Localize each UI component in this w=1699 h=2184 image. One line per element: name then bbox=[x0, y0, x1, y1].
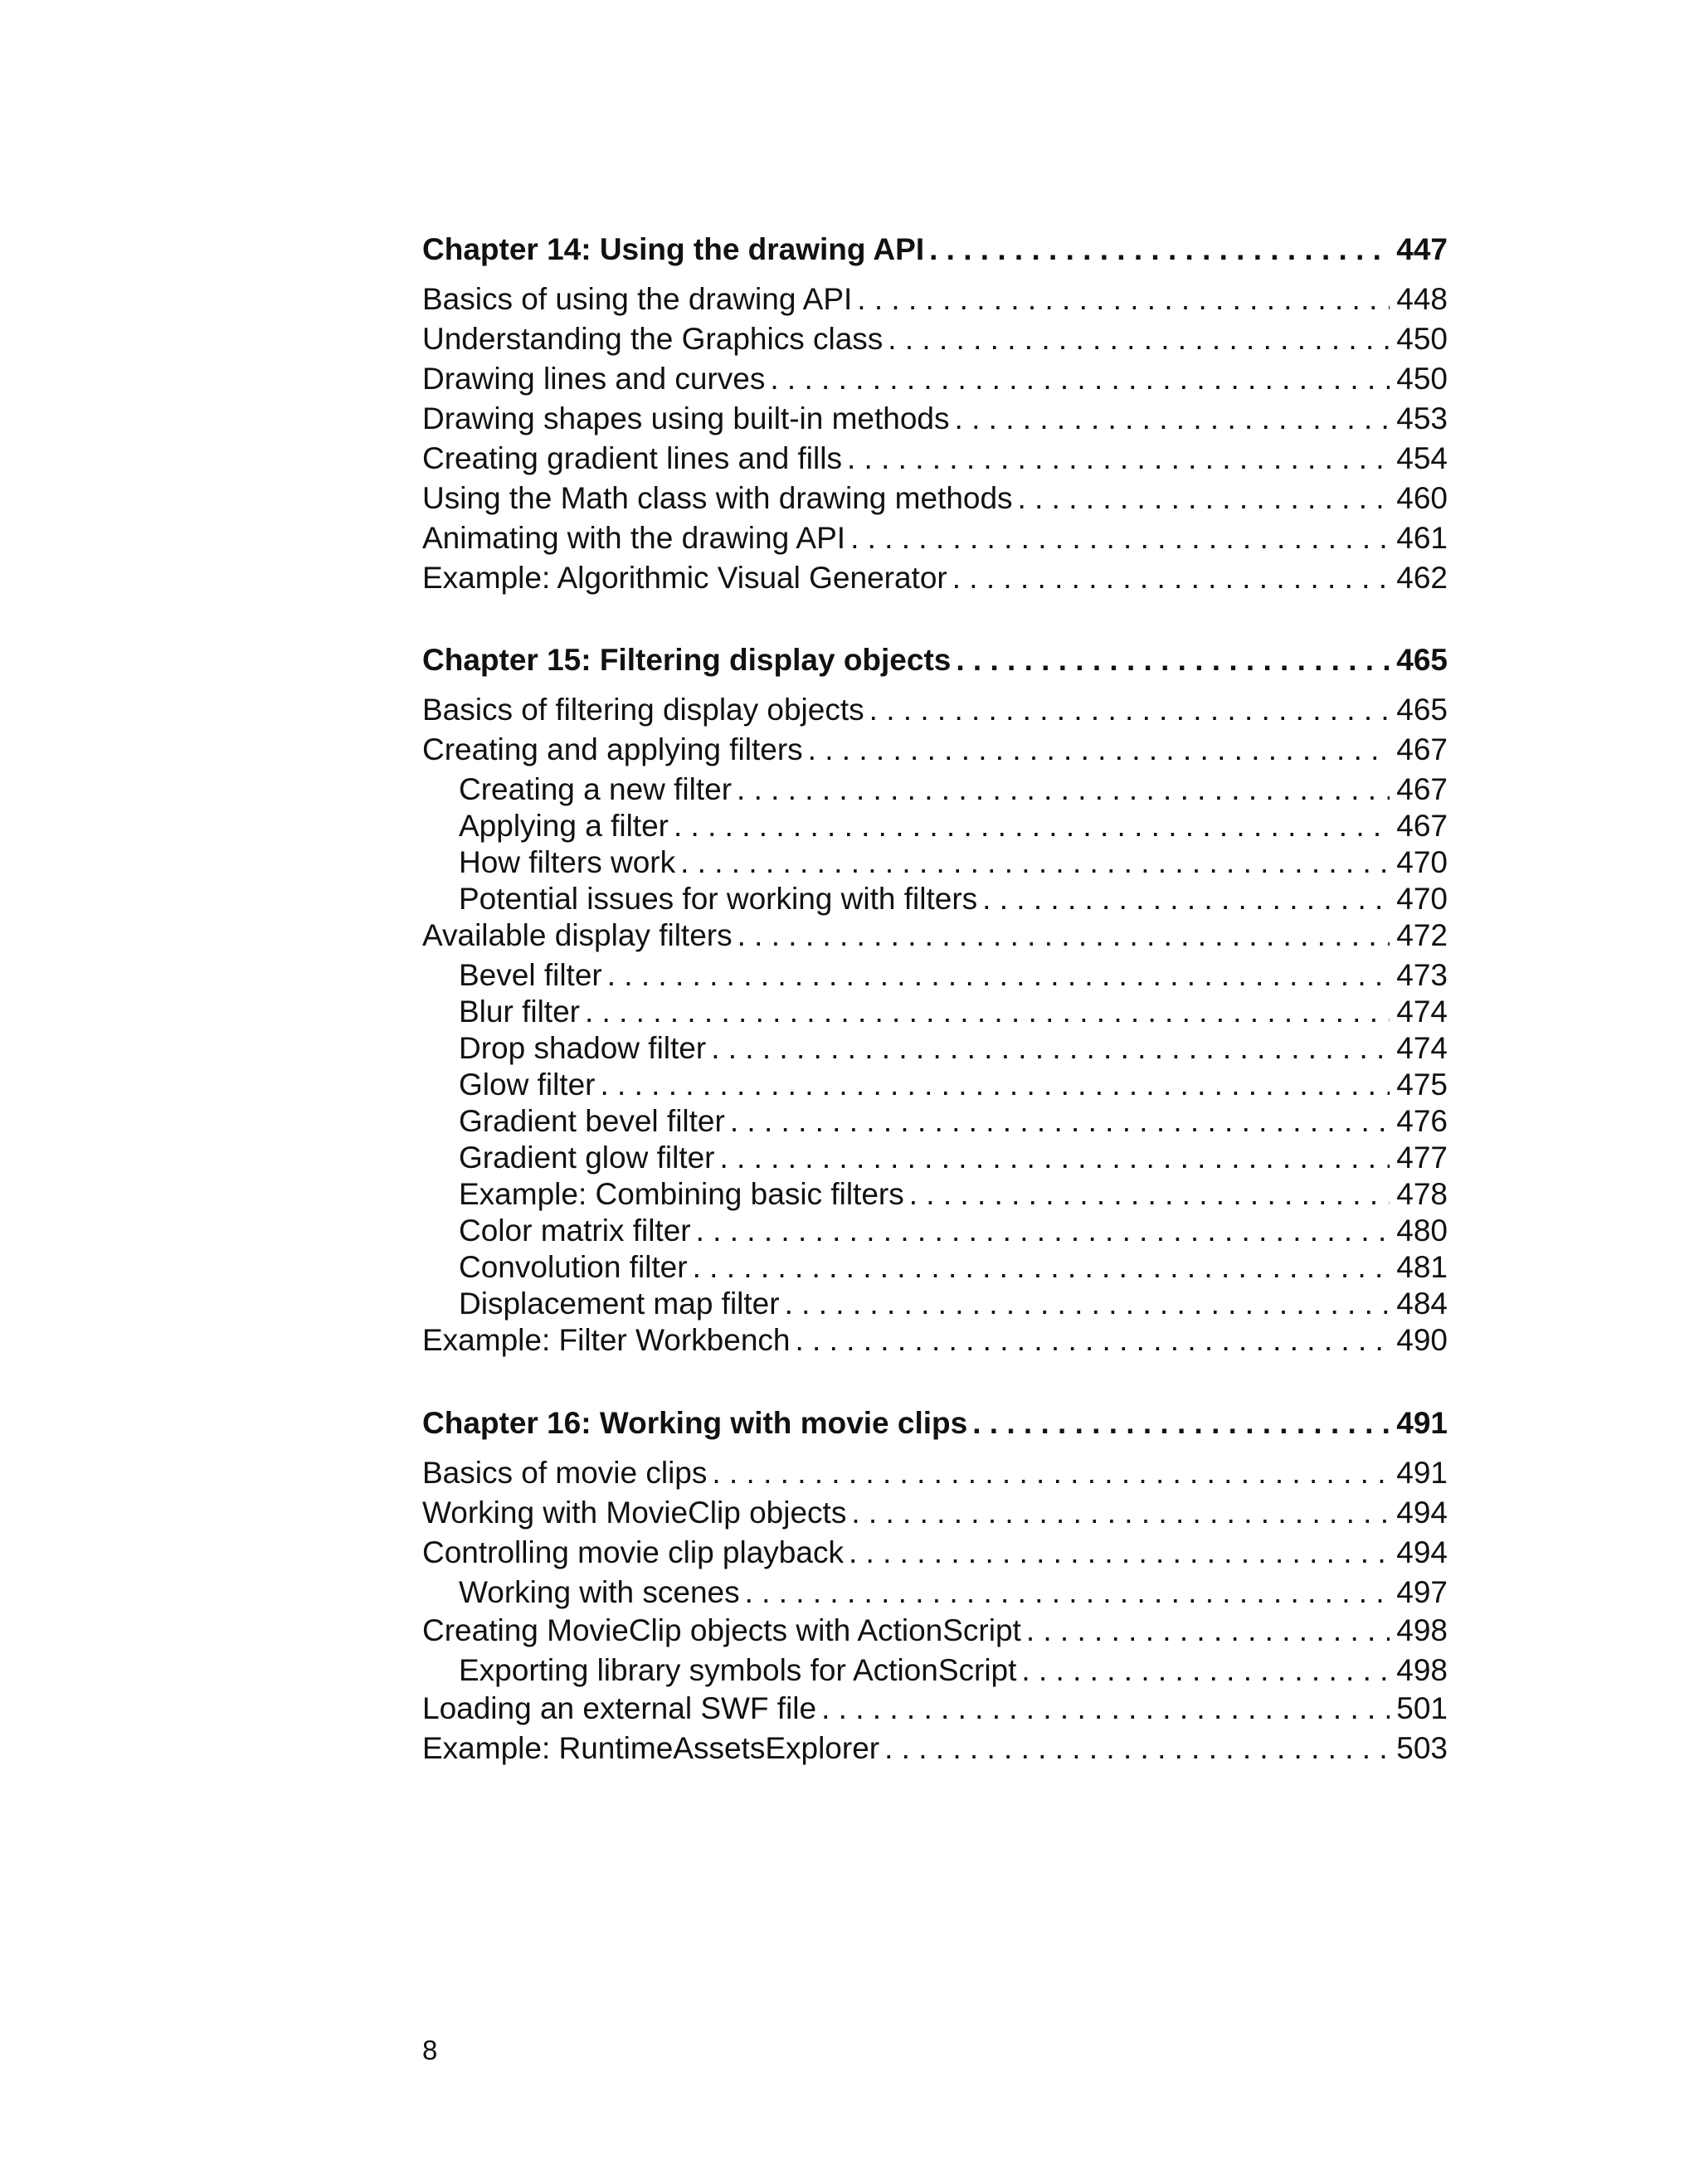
dot-leader bbox=[956, 641, 1390, 679]
entry-title: Example: Algorithmic Visual Generator bbox=[422, 561, 947, 595]
page-number: 8 bbox=[422, 2035, 438, 2065]
toc-subentry[interactable] bbox=[422, 771, 1448, 809]
dot-leader bbox=[711, 1029, 1390, 1068]
dot-leader bbox=[847, 440, 1390, 478]
toc-subentry[interactable] bbox=[422, 807, 1448, 845]
entry-title: Creating and applying filters bbox=[422, 732, 803, 766]
dot-leader bbox=[808, 731, 1390, 769]
dot-leader bbox=[857, 280, 1390, 319]
entry-page-number: 475 bbox=[1396, 1068, 1448, 1102]
entry-title: Displacement map filter bbox=[459, 1287, 780, 1321]
entry-page-number: 478 bbox=[1396, 1177, 1448, 1211]
dot-leader bbox=[770, 360, 1390, 398]
dot-leader bbox=[600, 1066, 1390, 1104]
entry-title: Example: Combining basic filters bbox=[459, 1177, 904, 1211]
dot-leader bbox=[1021, 1651, 1390, 1690]
dot-leader bbox=[737, 771, 1390, 809]
dot-leader bbox=[952, 559, 1390, 597]
entry-title: Working with scenes bbox=[459, 1575, 740, 1609]
entry-title: Working with MovieClip objects bbox=[422, 1496, 847, 1530]
toc-entry[interactable] bbox=[422, 1534, 1448, 1572]
dot-leader bbox=[851, 1494, 1390, 1532]
entry-page-number: 480 bbox=[1396, 1214, 1448, 1248]
dot-leader bbox=[955, 400, 1390, 438]
entry-page-number: 470 bbox=[1396, 845, 1448, 879]
entry-title: Drawing lines and curves bbox=[422, 362, 766, 396]
entry-page-number: 491 bbox=[1396, 1456, 1448, 1490]
dot-leader bbox=[869, 691, 1390, 729]
dot-leader bbox=[738, 917, 1390, 955]
entry-page-number: 465 bbox=[1396, 693, 1448, 727]
entry-page-number: 474 bbox=[1396, 1031, 1448, 1065]
entry-title: Convolution filter bbox=[459, 1250, 688, 1284]
chapter-page-number: 491 bbox=[1396, 1406, 1448, 1440]
entry-page-number: 472 bbox=[1396, 918, 1448, 952]
dot-leader bbox=[982, 880, 1390, 918]
entry-page-number: 497 bbox=[1396, 1575, 1448, 1609]
toc-subentry[interactable] bbox=[422, 956, 1448, 995]
toc-subentry[interactable] bbox=[422, 1574, 1448, 1612]
chapter-title: Chapter 15: Filtering display objects bbox=[422, 643, 952, 677]
entry-page-number: 501 bbox=[1396, 1691, 1448, 1725]
entry-title: Bevel filter bbox=[459, 958, 602, 992]
dot-leader bbox=[719, 1139, 1390, 1177]
dot-leader bbox=[850, 519, 1390, 557]
entry-title: Basics of movie clips bbox=[422, 1456, 708, 1490]
entry-page-number: 490 bbox=[1396, 1323, 1448, 1357]
entry-title: Drawing shapes using built-in methods bbox=[422, 401, 950, 435]
dot-leader bbox=[696, 1212, 1390, 1250]
entry-page-number: 461 bbox=[1396, 521, 1448, 555]
entry-page-number: 503 bbox=[1396, 1731, 1448, 1765]
toc-entry[interactable] bbox=[422, 519, 1448, 557]
entry-page-number: 494 bbox=[1396, 1496, 1448, 1530]
dot-leader bbox=[1026, 1612, 1390, 1650]
entry-title: Gradient glow filter bbox=[459, 1141, 715, 1175]
dot-leader bbox=[693, 1248, 1390, 1287]
entry-title: Controlling movie clip playback bbox=[422, 1535, 844, 1569]
entry-title: Example: RuntimeAssetsExplorer bbox=[422, 1731, 880, 1765]
toc-entry[interactable] bbox=[422, 917, 1448, 955]
toc-subentry[interactable] bbox=[422, 1029, 1448, 1068]
chapter-page-number: 465 bbox=[1396, 643, 1448, 677]
dot-leader bbox=[909, 1175, 1390, 1214]
toc-entry[interactable] bbox=[422, 1321, 1448, 1360]
entry-title: Understanding the Graphics class bbox=[422, 322, 884, 356]
toc-subentry[interactable] bbox=[422, 1175, 1448, 1214]
entry-title: Creating MovieClip objects with ActionScript bbox=[422, 1613, 1021, 1647]
entry-title: Potential issues for working with filters bbox=[459, 882, 978, 916]
chapter-title: Chapter 14: Using the drawing API bbox=[422, 232, 925, 266]
entry-page-number: 454 bbox=[1396, 441, 1448, 475]
entry-page-number: 494 bbox=[1396, 1535, 1448, 1569]
toc-entry[interactable] bbox=[422, 1454, 1448, 1492]
dot-leader bbox=[607, 956, 1390, 995]
toc-entry[interactable] bbox=[422, 731, 1448, 769]
dot-leader bbox=[585, 993, 1390, 1031]
toc-chapter-heading[interactable] bbox=[422, 231, 1448, 269]
entry-page-number: 481 bbox=[1396, 1250, 1448, 1284]
entry-page-number: 462 bbox=[1396, 561, 1448, 595]
toc-entry[interactable] bbox=[422, 440, 1448, 478]
toc-entry[interactable] bbox=[422, 320, 1448, 358]
entry-page-number: 467 bbox=[1396, 809, 1448, 843]
toc-entry[interactable] bbox=[422, 360, 1448, 398]
entry-title: Animating with the drawing API bbox=[422, 521, 846, 555]
toc-subentry[interactable] bbox=[422, 1651, 1448, 1690]
dot-leader bbox=[1018, 479, 1390, 518]
entry-page-number: 453 bbox=[1396, 401, 1448, 435]
toc-entry[interactable] bbox=[422, 479, 1448, 518]
toc-subentry[interactable] bbox=[422, 1212, 1448, 1250]
dot-leader bbox=[888, 320, 1390, 358]
entry-page-number: 476 bbox=[1396, 1104, 1448, 1138]
entry-page-number: 473 bbox=[1396, 958, 1448, 992]
toc-subentry[interactable] bbox=[422, 844, 1448, 882]
entry-title: Blur filter bbox=[459, 995, 580, 1029]
dot-leader bbox=[821, 1690, 1390, 1728]
entry-title: Glow filter bbox=[459, 1068, 596, 1102]
entry-page-number: 498 bbox=[1396, 1613, 1448, 1647]
entry-page-number: 450 bbox=[1396, 362, 1448, 396]
entry-title: Using the Math class with drawing methods bbox=[422, 481, 1013, 515]
dot-leader bbox=[730, 1102, 1390, 1141]
entry-title: Basics of using the drawing API bbox=[422, 282, 853, 316]
entry-page-number: 450 bbox=[1396, 322, 1448, 356]
dot-leader bbox=[972, 1404, 1390, 1442]
dot-leader bbox=[849, 1534, 1390, 1572]
toc-entry[interactable] bbox=[422, 400, 1448, 438]
entry-page-number: 477 bbox=[1396, 1141, 1448, 1175]
dot-leader bbox=[884, 1729, 1390, 1768]
entry-page-number: 474 bbox=[1396, 995, 1448, 1029]
dot-leader bbox=[745, 1574, 1390, 1612]
entry-page-number: 467 bbox=[1396, 732, 1448, 766]
entry-title: Gradient bevel filter bbox=[459, 1104, 725, 1138]
entry-page-number: 460 bbox=[1396, 481, 1448, 515]
entry-title: Color matrix filter bbox=[459, 1214, 691, 1248]
entry-title: Creating gradient lines and fills bbox=[422, 441, 842, 475]
toc-subentry[interactable] bbox=[422, 1066, 1448, 1104]
entry-title: Exporting library symbols for ActionScript bbox=[459, 1653, 1017, 1687]
toc-subentry[interactable] bbox=[422, 1248, 1448, 1287]
entry-title: Basics of filtering display objects bbox=[422, 693, 864, 727]
entry-page-number: 448 bbox=[1396, 282, 1448, 316]
toc-subentry[interactable] bbox=[422, 880, 1448, 918]
toc-entry[interactable] bbox=[422, 1729, 1448, 1768]
entry-title: Example: Filter Workbench bbox=[422, 1323, 791, 1357]
dot-leader bbox=[785, 1285, 1390, 1323]
entry-title: Applying a filter bbox=[459, 809, 669, 843]
entry-title: Loading an external SWF file bbox=[422, 1691, 817, 1725]
toc-subentry[interactable] bbox=[422, 1102, 1448, 1141]
toc-subentry[interactable] bbox=[422, 1139, 1448, 1177]
toc-entry[interactable] bbox=[422, 1612, 1448, 1650]
chapter-title: Chapter 16: Working with movie clips bbox=[422, 1406, 968, 1440]
entry-title: How filters work bbox=[459, 845, 676, 879]
toc-entry[interactable] bbox=[422, 691, 1448, 729]
toc-subentry[interactable] bbox=[422, 1285, 1448, 1323]
toc-entry[interactable] bbox=[422, 280, 1448, 319]
dot-leader bbox=[929, 231, 1390, 269]
toc-entry[interactable] bbox=[422, 1690, 1448, 1728]
toc-entry[interactable] bbox=[422, 1494, 1448, 1532]
entry-page-number: 484 bbox=[1396, 1287, 1448, 1321]
entry-title: Available display filters bbox=[422, 918, 733, 952]
toc-chapter-heading[interactable] bbox=[422, 1404, 1448, 1442]
entry-title: Drop shadow filter bbox=[459, 1031, 707, 1065]
toc-subentry[interactable] bbox=[422, 993, 1448, 1031]
dot-leader bbox=[680, 844, 1390, 882]
toc-chapter-heading[interactable] bbox=[422, 641, 1448, 679]
entry-page-number: 498 bbox=[1396, 1653, 1448, 1687]
chapter-page-number: 447 bbox=[1396, 232, 1448, 266]
dot-leader bbox=[712, 1454, 1390, 1492]
dot-leader bbox=[795, 1321, 1390, 1360]
entry-page-number: 467 bbox=[1396, 772, 1448, 806]
toc-entry[interactable] bbox=[422, 559, 1448, 597]
entry-page-number: 470 bbox=[1396, 882, 1448, 916]
dot-leader bbox=[674, 807, 1390, 845]
entry-title: Creating a new filter bbox=[459, 772, 733, 806]
